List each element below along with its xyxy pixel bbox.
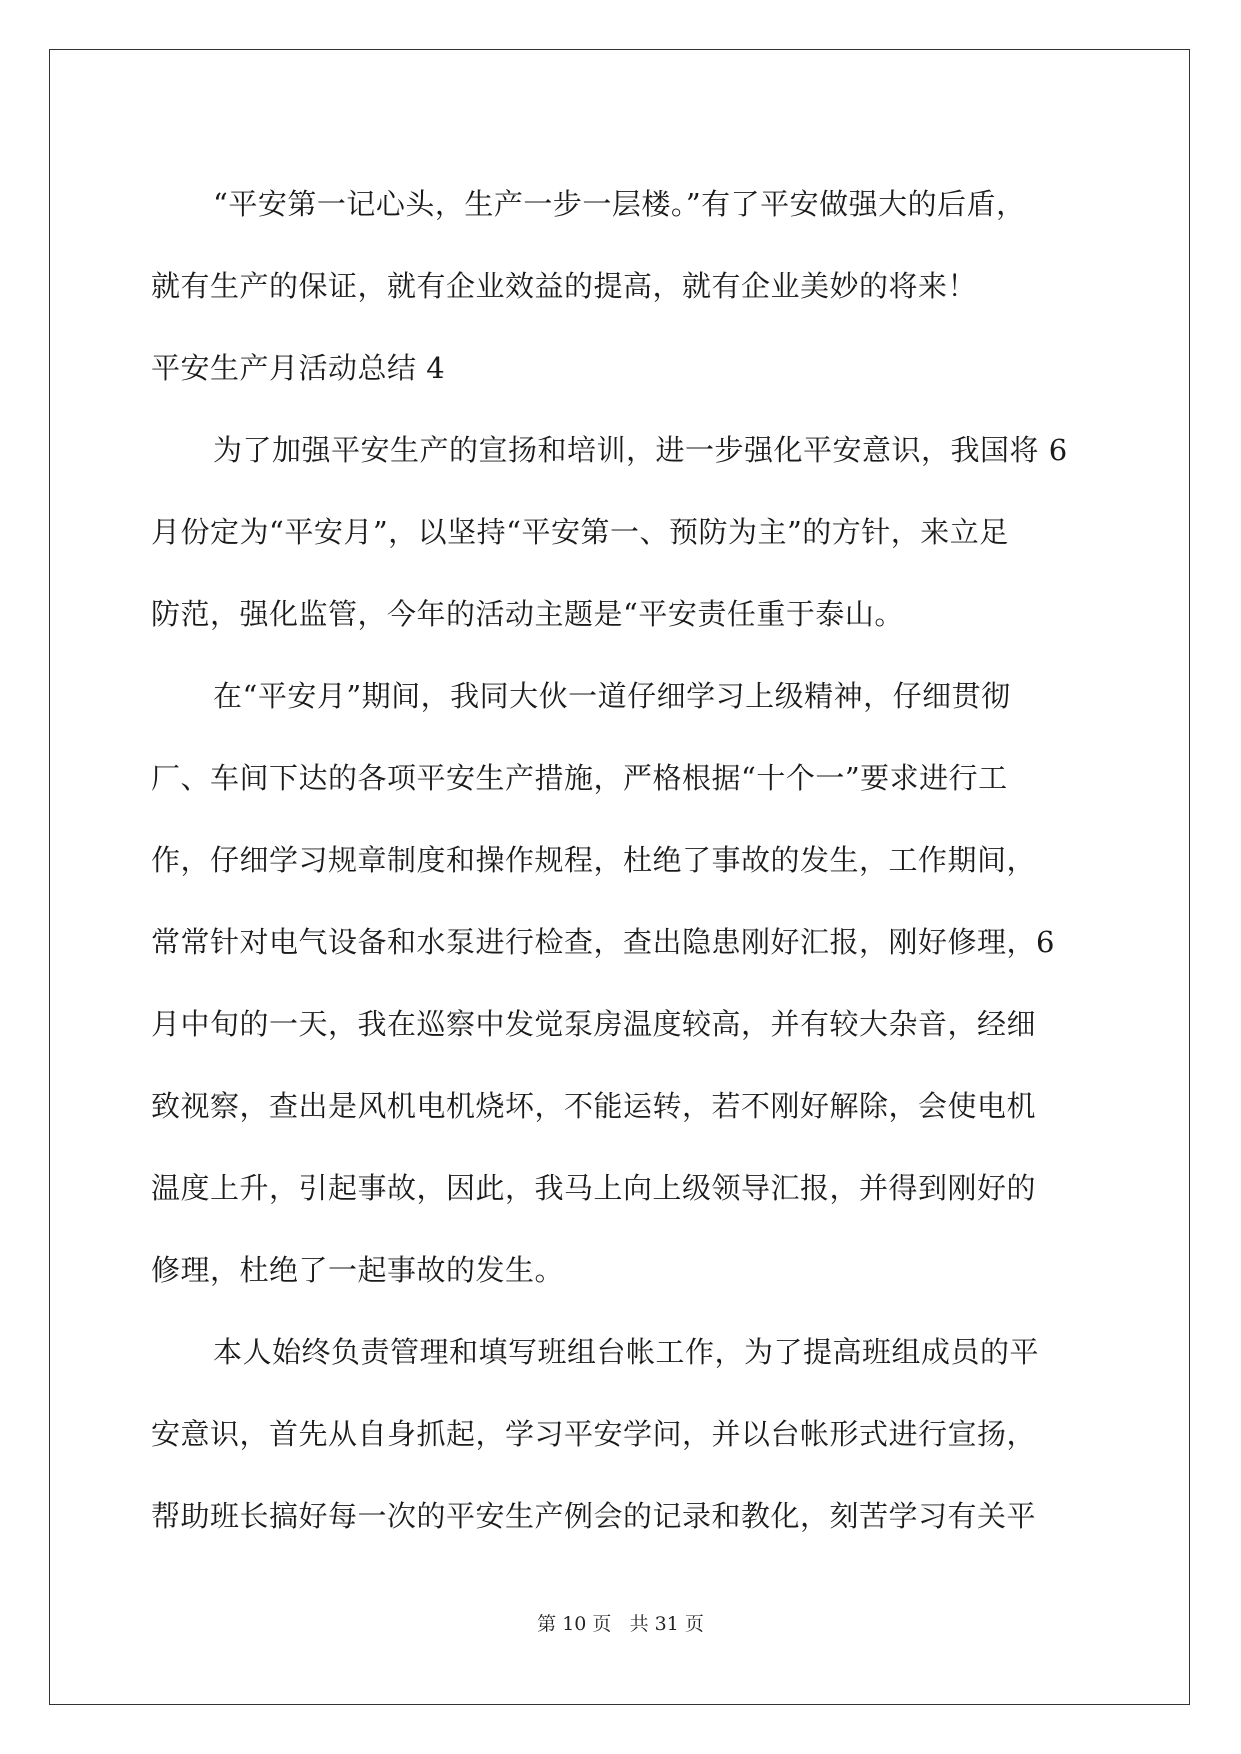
paragraph-line: 本人始终负责管理和填写班组台帐工作，为了提高班组成员的平 (213, 1335, 1040, 1369)
page-footer (0, 1612, 1241, 1636)
paragraph-line: 温度上升，引起事故，因此，我马上向上级领导汇报，并得到刚好的 (151, 1171, 1037, 1205)
paragraph-line: “平安第一记心头，生产一步一层楼。”有了平安做强大的后盾， (213, 187, 1026, 221)
paragraph-line: 就有生产的保证，就有企业效益的提高，就有企业美妙的将来！ (151, 269, 978, 303)
paragraph-line: 修理，杜绝了一起事故的发生。 (151, 1253, 565, 1287)
page-number: 第 10 页 (537, 1613, 612, 1635)
paragraph-line: 厂、车间下达的各项平安生产措施，严格根据“十个一”要求进行工 (151, 761, 1008, 795)
document-body (151, 163, 1091, 1557)
paragraph-line: 安意识，首先从自身抓起，学习平安学问，并以台帐形式进行宣扬， (151, 1417, 1037, 1451)
paragraph-line: 帮助班长搞好每一次的平安生产例会的记录和教化，刻苦学习有关平 (151, 1499, 1037, 1533)
paragraph-line: 月份定为“平安月”，以坚持“平安第一、预防为主”的方针，来立足 (151, 515, 1009, 549)
paragraph-line: 防范，强化监管，今年的活动主题是“平安责任重于泰山。 (151, 597, 904, 631)
paragraph-line: 致视察，查出是风机电机烧坏，不能运转，若不刚好解除，会使电机 (151, 1089, 1037, 1123)
paragraph-line: 月中旬的一天，我在巡察中发觉泵房温度较高，并有较大杂音，经细 (151, 1007, 1037, 1041)
paragraph-line: 作，仔细学习规章制度和操作规程，杜绝了事故的发生，工作期间， (151, 843, 1037, 877)
page-total: 共 31 页 (629, 1613, 704, 1635)
section-heading: 平安生产月活动总结 4 (151, 351, 446, 385)
paragraph-line: 常常针对电气设备和水泵进行检查，查出隐患刚好汇报，刚好修理，6 (151, 925, 1055, 959)
paragraph-line: 在“平安月”期间，我同大伙一道仔细学习上级精神，仔细贯彻 (213, 679, 1011, 713)
paragraph-line: 为了加强平安生产的宣扬和培训，进一步强化平安意识，我国将 6 (213, 433, 1068, 467)
